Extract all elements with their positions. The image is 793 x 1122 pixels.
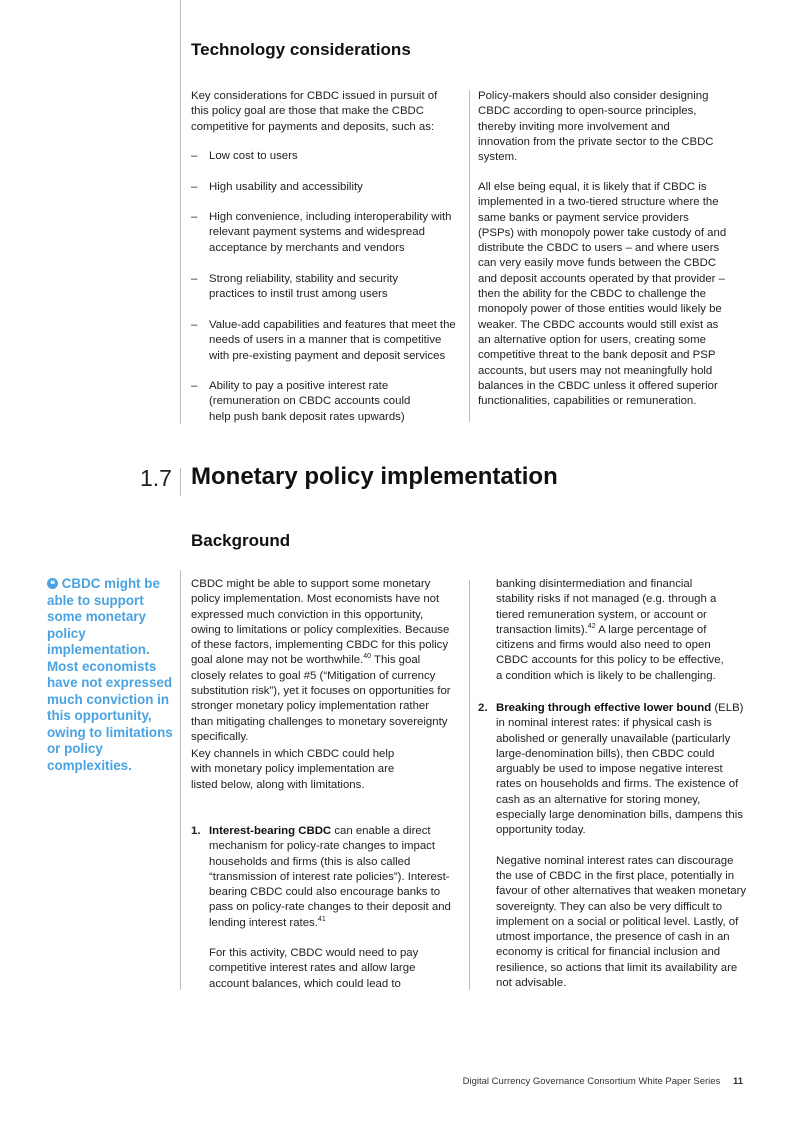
bullet-text: High usability and accessibility — [209, 181, 363, 193]
text: can enable a direct mechanism for policy-rate changes to impact households and firms (this is also called “transmission of interest rate policies”). Interest-bearing CBDC could also encourage banks to pass on policy-rate changes to their deposit and lending interest rates. — [209, 825, 451, 929]
section-number: 1.7 — [140, 465, 172, 491]
dash: – — [191, 319, 198, 331]
page-footer — [463, 1076, 743, 1087]
paragraph: Key considerations for CBDC issued in pursuit of this policy goal are those that make the CBDC competitive for payments and deposits, such as: — [191, 90, 438, 133]
dash: – — [191, 211, 198, 223]
text: CBDC might be able to support some monetary policy implementation. Most economists have not expressed much conviction in this opportunity, owing to limitations or policy complexities. Because of these factors, implementing CBDC for this policy goal alone may not be worthwhile. — [191, 578, 450, 667]
list-item — [191, 272, 421, 303]
dash: – — [191, 380, 198, 392]
column-rule — [469, 580, 470, 990]
pull-quote — [47, 576, 175, 774]
list-item — [191, 318, 463, 364]
list-number: 2. — [478, 702, 488, 714]
text: (ELB) in nominal interest rates: if physical cash is abolished or generally unavailable (particularly large-denomination bills), then CBDC could arguably be used to impose negative interest rates on households and firms. The existence of cash as an alternative for storing money, especially large denomination bills, dampens this opportunity today. — [496, 702, 744, 837]
bullet-text: Strong reliability, stability and security practices to instil trust among users — [209, 273, 399, 301]
paragraph: Negative nominal interest rates can discourage the use of CBDC in the first place, potentially in favour of other alternatives that weaken monetary sovereignty. They can also be very difficult to implement on a social or political level. Lastly, of utmost importance, the presence of cash in an economy is critical for financial inclusion and resilience, so actions that limit its availability are not advisable. — [496, 854, 747, 990]
footer-series: Digital Currency Governance Consortium White Paper Series — [462, 1076, 721, 1087]
bullet-text: High convenience, including interoperability with relevant payment systems and widespread acceptance by merchants and vendors — [209, 211, 452, 254]
paragraph — [496, 577, 732, 684]
list-number: 1. — [191, 825, 201, 837]
list-item — [191, 180, 463, 195]
bullet-text: Ability to pay a positive interest rate (remuneration on CBDC accounts could help push bank deposit rates upwards) — [209, 380, 411, 423]
footnote-ref[interactable]: 41 — [317, 915, 326, 923]
pull-quote-text: CBDC might be able to support some monetary policy implementation. Most economists have not expressed much conviction in this opportunity, owing to limitations or policy complexities. — [47, 576, 173, 773]
paragraph — [191, 577, 453, 745]
list-item — [191, 824, 459, 992]
paragraph: For this activity, CBDC would need to pay competitive interest rates and allow large account balances, which could lead to — [209, 947, 419, 990]
bullet-text: Value-add capabilities and features that meet the needs of users in a manner that is competitive with pre-existing payment and deposit services — [209, 319, 456, 362]
page-number: 11 — [732, 1076, 743, 1087]
text: This goal closely relates to goal #5 (“Mitigation of currency substitution risk”), yet it focuses on opportunities for stronger monetary policy implementation rather than mitigating challenges to monetary sovereignty specifically. — [191, 654, 451, 743]
heading-rule — [180, 468, 181, 496]
paragraph: Policy-makers should also consider designing CBDC according to open-source principles, thereby inviting more involvement and innovation from the private sector to the CBDC system. — [478, 90, 714, 164]
section-title: Monetary policy implementation — [191, 463, 558, 490]
paragraph: Key channels in which CBDC could help with monetary policy implementation are listed below, along with limitations. — [191, 748, 395, 791]
text: banking disintermediation and financial stability risks if not managed (e.g. through a tiered remuneration system, or account or transaction limits). — [496, 578, 717, 636]
footnote-ref[interactable]: 40 — [363, 653, 372, 661]
subsection-heading: Background — [191, 531, 291, 550]
dash: – — [191, 150, 198, 162]
list-item-title: Breaking through effective lower bound — [496, 702, 712, 714]
list-item-title: Interest-bearing CBDC — [209, 825, 332, 837]
column-rule — [180, 0, 181, 424]
footnote-ref[interactable]: 42 — [587, 623, 596, 631]
list-item — [478, 701, 750, 991]
column-rule — [469, 90, 470, 422]
paragraph: All else being equal, it is likely that if CBDC is implemented in a two-tiered structure where the same banks or payment service providers (PSPs) with monopoly power take custody of and distribute the CBDC to users – and where users can very easily move funds between the CBDC and deposit accounts operated by that provider – then the ability for the CBDC to challenge the monopoly power of those entities would likely be weaker. The CBDC accounts would still exist as an alternative option for users, creating some competitive threat to the bank deposit and PSP accounts, but users may not meaningfully hold balances in the CBDC unless it offered superior functionalities, capabilities or remuneration. — [478, 181, 727, 408]
dash: – — [191, 273, 198, 285]
text: A large percentage of citizens and firms would also need to open CBDC accounts for this policy to be effective, a condition which is likely to be challenging. — [496, 623, 724, 682]
quote-icon: ❝ — [47, 578, 58, 589]
bullet-text: Low cost to users — [209, 150, 298, 162]
dash: – — [191, 181, 198, 193]
list-item — [191, 149, 463, 164]
section-heading: Technology considerations — [191, 40, 411, 59]
list-item — [191, 210, 463, 256]
column-rule — [180, 570, 181, 990]
list-item — [191, 379, 431, 425]
